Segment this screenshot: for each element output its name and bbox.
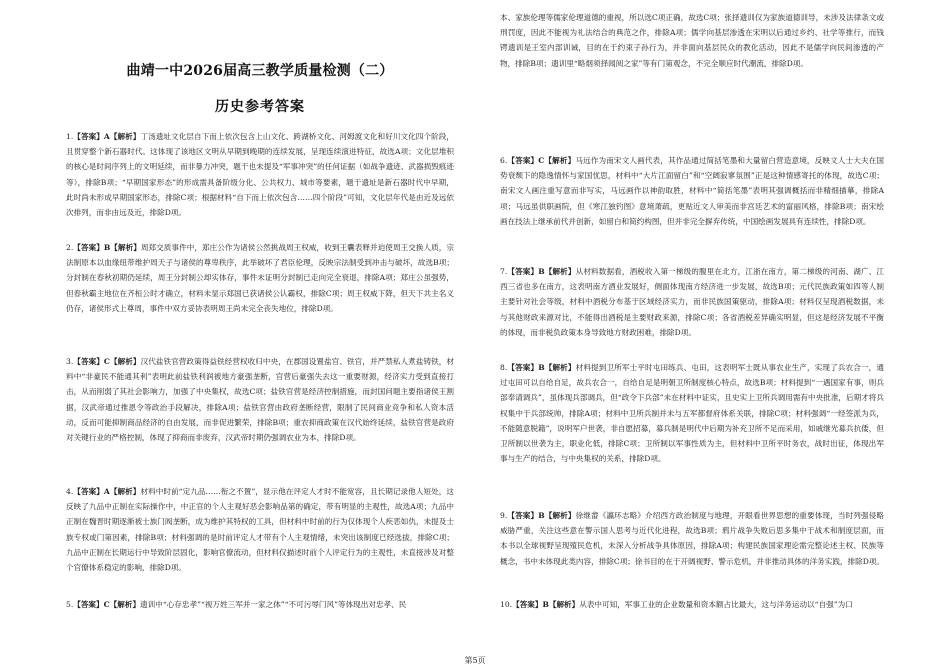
answer-item-7 xyxy=(500,264,884,354)
answer-text: 汉代盐铁官营政策得益铁经营权收归中央，在郡国设置盐官、铁官，并严禁私人煮盐铸铁，材料中“非豪民不能通其利”表明此前盐铁利润被地方豪强垄断，官营后豪强失去这一重要财源，经济实力受到直接打击，从而削弱了其社会影响力，加强了中央集权，故选C项；盐铁官营是经济控制措施，而封国问题主要指诸侯王割据，汉武帝通过推恩令等政治手段解决，排除A项；盐铁官营由政府垄断经营，限制了民间商业竞争和私人资本活动，反而可能抑制商品经济的自由发展，而非促进繁荣，排除B项；重农抑商政策在汉代始终延续，盐铁官营是政府对关键行业的严格控制，体现了抑商而非废弃，汉武帝时期仍强调农业为本，排除D项。 xyxy=(66,357,455,443)
answer-tag: 【答案】C【解析】 xyxy=(73,600,141,609)
answer-number: 6. xyxy=(500,156,508,165)
answer-tag: 【答案】B【解析】 xyxy=(507,363,576,372)
answer-item-5-continued xyxy=(500,10,884,102)
page-number: 第5页 xyxy=(464,656,486,665)
answer-number: 8. xyxy=(500,363,508,372)
answer-number: 4. xyxy=(66,487,74,496)
answer-tag: 【答案】C【解析】 xyxy=(507,156,576,165)
answer-number: 7. xyxy=(500,267,508,276)
answer-text: 从表中可知，军事工业的企业数量和资本额占比最大，这与洋务运动以“自强”为口 xyxy=(579,600,853,609)
answer-tag: 【答案】A【解析】 xyxy=(73,132,141,141)
answer-item-1 xyxy=(66,129,454,218)
answer-number: 3. xyxy=(66,357,74,366)
answer-text: 周郑交质事件中，郑庄公作为诸侯公然挑战周王权威，收到王囊表释并迫使周王交换人质，宗法制原本以血缘纽带维护周天子与诸侯的尊卑秩序，此举破坏了君臣伦理，反映宗法制受到冲击与破坏，故选B项；分封制在春秋初期仍延续，周王分封制公却实体存，事件未证明分封制已走向完全衰退，排除A项；郑庄公虽强势，但春秋霸主地位在齐桓公时才确立，材料未显示郑国已获诸侯公认霸权，排除C项；周王权威下降，但天下共主名义仍存，诸侯形式上尊周，事件中双方妥协表明周王尚未完全丧失地位，排除D项。 xyxy=(66,243,455,313)
answer-number: 9. xyxy=(500,511,508,520)
answer-text: 材料提到卫所军士平时屯田练兵、屯田，这表明军士既从事农业生产，实现了兵农合一，通过屯田可以自给自足，故兵农合一，自给自足是明朝卫所制度核心特点，故选B项；材料提到“一遇国家有事，则兵部奉请调兵”，虽体现兵部调兵，但“政令下兵部”未在材料中证实，且史实上卫所兵调用需有中央批准，后期才将兵权集中于兵部统帅，排除A项；材料中卫所兵制并未与五军都督府体系关联，排除C项；材料强调“一经签派为兵，不能随意脱籍”，说明军户世袭，非自愿招募，募兵制是明代中后期为补充卫所不足而采用，如戚继光募兵抗倭，但卫所制以世袭为主，职业化低，排除C项；卫所制以军事性质为主，但材料中卫所平时务农，战时出征，体现出军事与生产的结合，与中央集权的关系，排除D项。 xyxy=(500,363,884,464)
answer-tag: 【答案】B【解析】 xyxy=(507,267,576,276)
answer-item-5 xyxy=(66,597,454,613)
answer-item-9 xyxy=(500,508,884,584)
answer-text: 徐继畲《瀛环志略》介绍西方政治制度与地理，开眼看世界思想的重要体现，当时列强侵略威胁严重，关注这些意在警示国人思考与近代化进程，故选B项；鸦片战争失败后思多集中于战术和制度层面，而本书以全球视野呈现殖民危机，未深入分析战争具体原因，排除A项；构建民族国家理论需完整论述主权、民族等概念，书中未体现此类内容，排除C项；徐书目的在于开阔视野、警示危机，并非推动具体的洋务实践，排除D项。 xyxy=(500,511,884,566)
document-title: 曲靖一中2026届高三教学质量检测（二） xyxy=(126,63,394,79)
answer-tag: 【答案】A【解析】 xyxy=(73,487,141,496)
answer-tag: 【答案】B【解析】 xyxy=(73,243,141,252)
answer-tag: 【答案】C【解析】 xyxy=(73,357,141,366)
answer-tag: 【答案】B【解析】 xyxy=(512,600,580,609)
answer-item-6 xyxy=(500,153,884,259)
answer-text: 遗训中“心存忠孝”“视万姓三军并一家之体”“不可污辱门风”等体现出对忠孝、民 xyxy=(140,600,407,609)
answer-item-8 xyxy=(500,360,884,490)
answer-number: 2. xyxy=(66,243,74,252)
answer-number: 10. xyxy=(500,600,513,609)
answer-item-3 xyxy=(66,354,454,476)
answer-item-4 xyxy=(66,484,454,590)
answer-text: 材料中时前“定九品……衔之不置”，显示他在评定人才时不能宽容，且长期记录他人短处，这反映了九品中正制在实际操作中，中正官的个人主观好恶会影响品第的确定，带有明显的主观性，故选A项；九品中正制在魏晋时期逐渐被士族门阀垄断，成为维护其特权的工具，但材料中时前的行为仅体现个人疾恶如仇，未提及士族专权或门第因素，排除B项；材料强调的是时前评定人才带有个人主观情绪，未突出该制度已经选拔，排除C项；九品中正制在长期运行中导致阶层固化，影响官僚流动，但材料仅描述时前个人评定行为的主观性，未直接涉及对整个官僚体系稳定的影响，排除D项。 xyxy=(66,487,454,573)
answer-tag: 【答案】B【解析】 xyxy=(507,511,576,520)
answer-text: 本、家族伦理等儒家伦理道德的重视，所以选C项正确，故选C项；张择遗训仅为家族道德训导，未涉及法律条文或刑罚度，因此不能视为礼法结合的典范之作，排除A项；儒学向基层渗透在宋明以后通过乡约、社学等推行，而钱锷遗训是王室内部训诫，目的在于约束子孙行为，并非面向基层民众的教化活动，因此不是儒学向民间渗透的产物，排除B项；遗训里“略烟须择闻阅之家”等有门第观念，不完全顺应时代潮流，排除D项。 xyxy=(500,13,884,68)
answer-number: 5. xyxy=(66,600,74,609)
answer-number: 1. xyxy=(66,132,74,141)
answer-text: 丁汤遗址文化层自下而上依次包含上山文化、跨湖桥文化、河姆渡文化和好川文化四个阶段，且贯穿整个新石器时代。这体现了该地区文明从早期到晚期的连续发展，呈现连续演进特征，故选A项；文化层堆积的核心是时间序列上的文明延续，而非暴力冲突，题干也未提及“军事冲突”的任何证据（如战争遗迹、武器损毁痕迹等），排除B项；“早期国家形态”的形成需具备阶级分化、公共权力、城市等要素，题干遗址是新石器时代中早期，此时尚未形成早期国家形态，排除C项；根据材料“自下而上依次包含……四个阶段”可知，文化层年代是由近及远依次排列，而非由远及近，排除D项。 xyxy=(66,132,454,218)
answer-text: 马远作为南宋文人画代表，其作品通过简括笔墨和大量留白营造意境，反映文人士大夫在国势衰颓下的隐逸情怀与家国忧思，材料中“大片江面留白”和“空阔寂寥氛围”正是这种情感寄托的体现，故选C项；南宋文人画注重写意而非写实，马远画作以神韵取胜，材料中“简括笔墨”表明其强调概括而非精细描摹，排除A项；马远虽供职画院，但《寒江独钓图》意境萧疏，更贴近文人审美而非宫廷艺术的富丽风格，排除B项；南宋绘画在技法上继承前代并创新，如留白和简约构图，但并非完全摒弃传统，中国绘画发展具有连续性，排除D项。 xyxy=(500,156,884,226)
answer-text: 从材料数据看，酒税收入第一梯级的腹里在北方，江浙在南方，第二梯级的河南、湖广、江西三省也多在南方，这表明南方酒业发展好，侧面体现南方经济进一步发展，故选B项；元代民族政策如四等人制主要针对社会等级，材料中酒税分布基于区域经济实力，而非民族国策驱动，排除A项；材料仅呈现酒税数据，未与其他财政来源对比，不能得出酒税是主要财政来源，排除C项；各省酒税差异确实明显，但这是经济发展不平衡的体现，而非税负政策本身导致地方财政困难，排除D项。 xyxy=(500,267,884,337)
answer-item-10 xyxy=(500,597,884,613)
answer-item-2 xyxy=(66,240,454,346)
document-subtitle: 历史参考答案 xyxy=(215,99,305,115)
